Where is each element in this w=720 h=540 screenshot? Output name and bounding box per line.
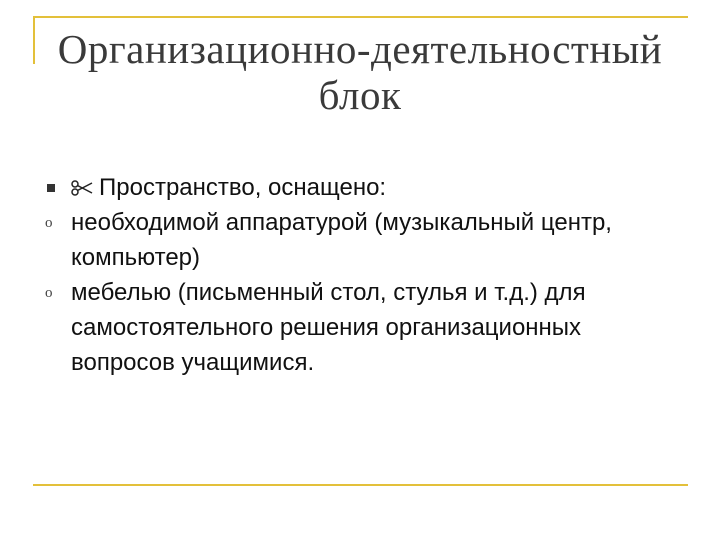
bullet-list [40,170,670,380]
list-item-text: необходимой аппаратурой (музыкальный центр, компьютер) [71,209,612,271]
o-bullet-icon: o [45,285,53,301]
list-item [40,275,670,380]
slide-title [40,26,680,118]
title-line-2: блок [318,72,402,118]
o-bullet-icon: o [45,215,53,231]
list-item-text: мебелью (письменный стол, стулья и т.д.) для самостоятельного решения организационных вопросов учащимися. [71,279,586,376]
frame-top-line [33,16,688,18]
list-item [40,205,670,275]
list-item-text: Пространство, оснащено: [99,174,387,201]
frame-left-line [33,16,35,64]
title-line-1: Организационно-деятельностный [57,26,663,72]
square-bullet-icon [47,184,55,192]
list-item [40,170,670,205]
frame-bottom-line [33,484,688,486]
scissors-icon [71,180,93,196]
